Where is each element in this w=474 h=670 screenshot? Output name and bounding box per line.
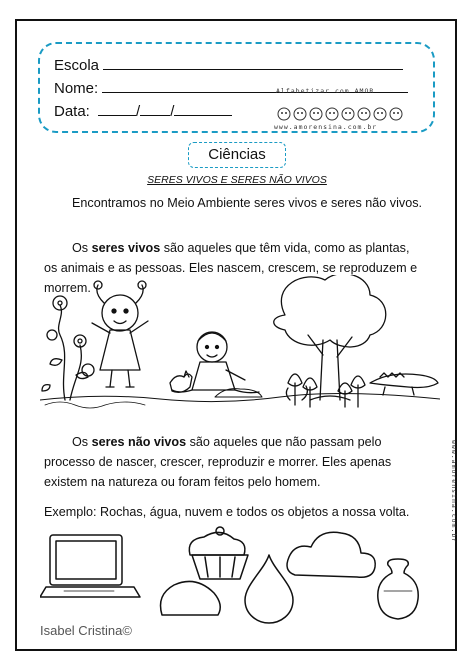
escola-row	[54, 55, 403, 74]
boy-icon	[172, 332, 259, 393]
text-span: Os	[72, 435, 92, 449]
intro-paragraph: Encontramos no Meio Ambiente seres vivos e seres não vivos.	[72, 196, 422, 210]
data-label: Data:	[54, 103, 90, 120]
cupcake-icon	[189, 527, 248, 579]
escola-field[interactable]	[103, 55, 403, 70]
date-year-field[interactable]	[174, 101, 232, 116]
term-seres-nao-vivos: seres não vivos	[91, 435, 187, 449]
brand-tagline: Alfabetizar com AMOR	[276, 87, 375, 95]
text-span: são aqueles que têm vida, como as plantas, os animais e as pessoas. Eles nascem, crescem, se reproduzem e morrem.	[44, 241, 418, 295]
living-beings-illustration	[40, 275, 440, 415]
escola-label: Escola	[54, 57, 100, 74]
page-title: SERES VIVOS E SERES NÃO VIVOS	[147, 174, 327, 186]
flower-vine-icon	[42, 296, 94, 400]
date-separator: /	[170, 103, 175, 120]
date-day-field[interactable]	[98, 101, 136, 116]
water-drop-icon	[245, 555, 293, 623]
rock-icon	[161, 581, 221, 615]
cat-icon	[170, 371, 192, 392]
cloud-icon	[287, 532, 375, 577]
date-separator: /	[136, 103, 141, 120]
nome-label: Nome:	[54, 80, 99, 97]
text-span: são aqueles que não passam pelo processo de nascer, crescer, reproduzir e morrer. Eles apenas existem na natureza ou foram feitos pelo homem.	[44, 435, 392, 489]
date-month-field[interactable]	[140, 101, 170, 116]
subject-label: Ciências	[188, 142, 286, 168]
seres-nao-vivos-paragraph	[44, 432, 424, 492]
brand-logo-icon	[276, 106, 416, 122]
non-living-illustration	[40, 525, 430, 625]
crocodile-icon	[370, 373, 438, 395]
tree-icon	[274, 275, 386, 400]
laptop-icon	[40, 535, 140, 597]
brand-url: www.amorensina.com.br	[274, 123, 378, 131]
text-span: Os	[72, 241, 92, 255]
girl-icon	[92, 281, 148, 387]
exemplo-paragraph: Exemplo: Rochas, água, nuvem e todos os objetos a nossa volta.	[44, 505, 410, 519]
term-seres-vivos: seres vivos	[91, 241, 161, 255]
data-row	[54, 101, 232, 120]
footer-credit: Isabel Cristina©	[40, 623, 132, 638]
side-url: www.amorensina.com.br	[450, 440, 458, 544]
vase-icon	[378, 559, 418, 619]
tulip-icon	[286, 374, 365, 407]
